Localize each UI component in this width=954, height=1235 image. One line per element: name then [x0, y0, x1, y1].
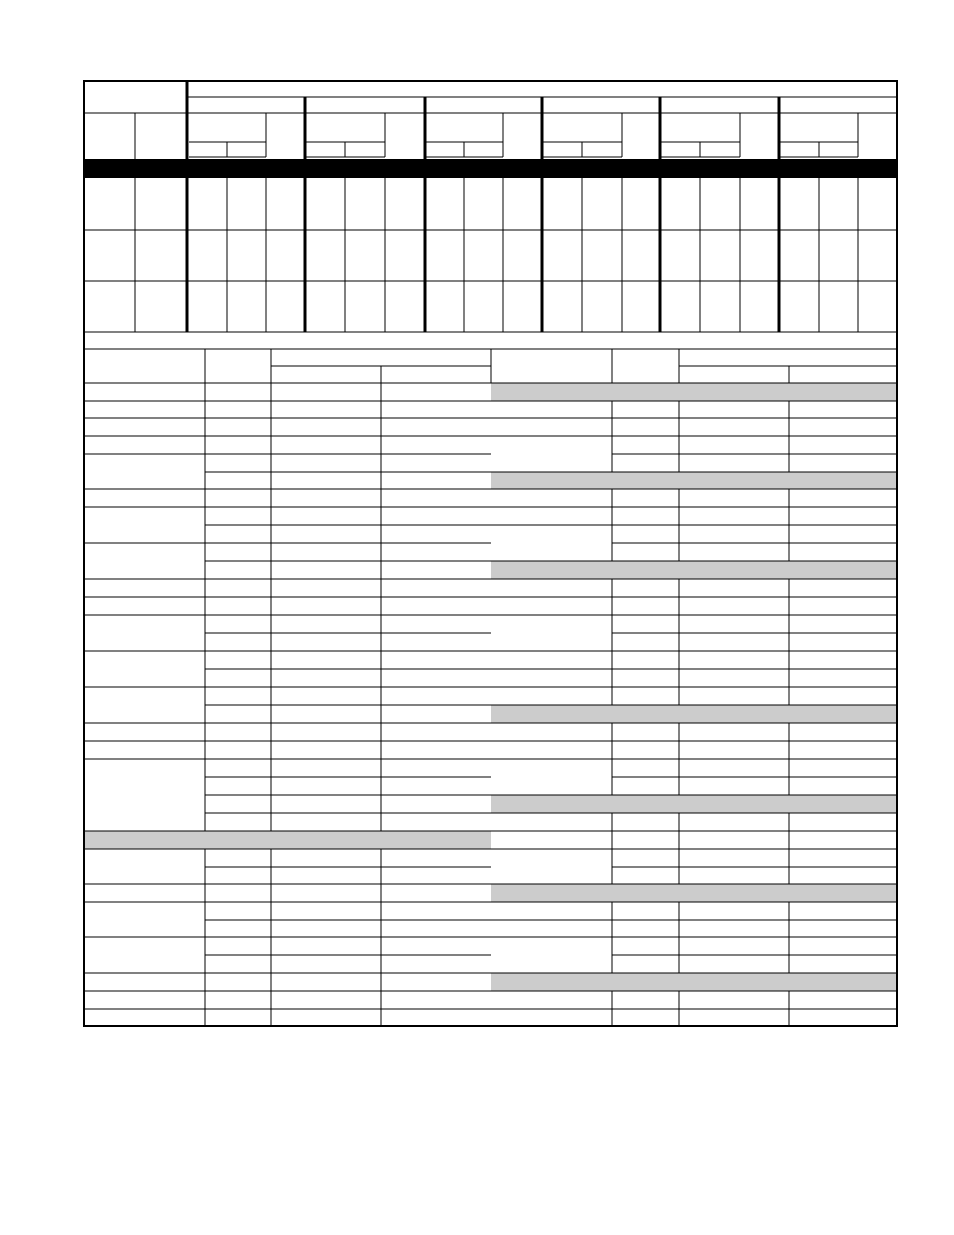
shaded-row — [491, 472, 897, 489]
shaded-row — [491, 884, 897, 902]
shaded-row — [491, 383, 897, 401]
black-band — [84, 159, 897, 178]
shaded-row — [491, 561, 897, 579]
shaded-row — [491, 705, 897, 723]
shaded-row — [491, 973, 897, 991]
bold-grid-lines — [187, 81, 779, 332]
black-header-band — [84, 159, 897, 178]
shaded-row — [85, 831, 491, 849]
shaded-row — [491, 795, 897, 813]
